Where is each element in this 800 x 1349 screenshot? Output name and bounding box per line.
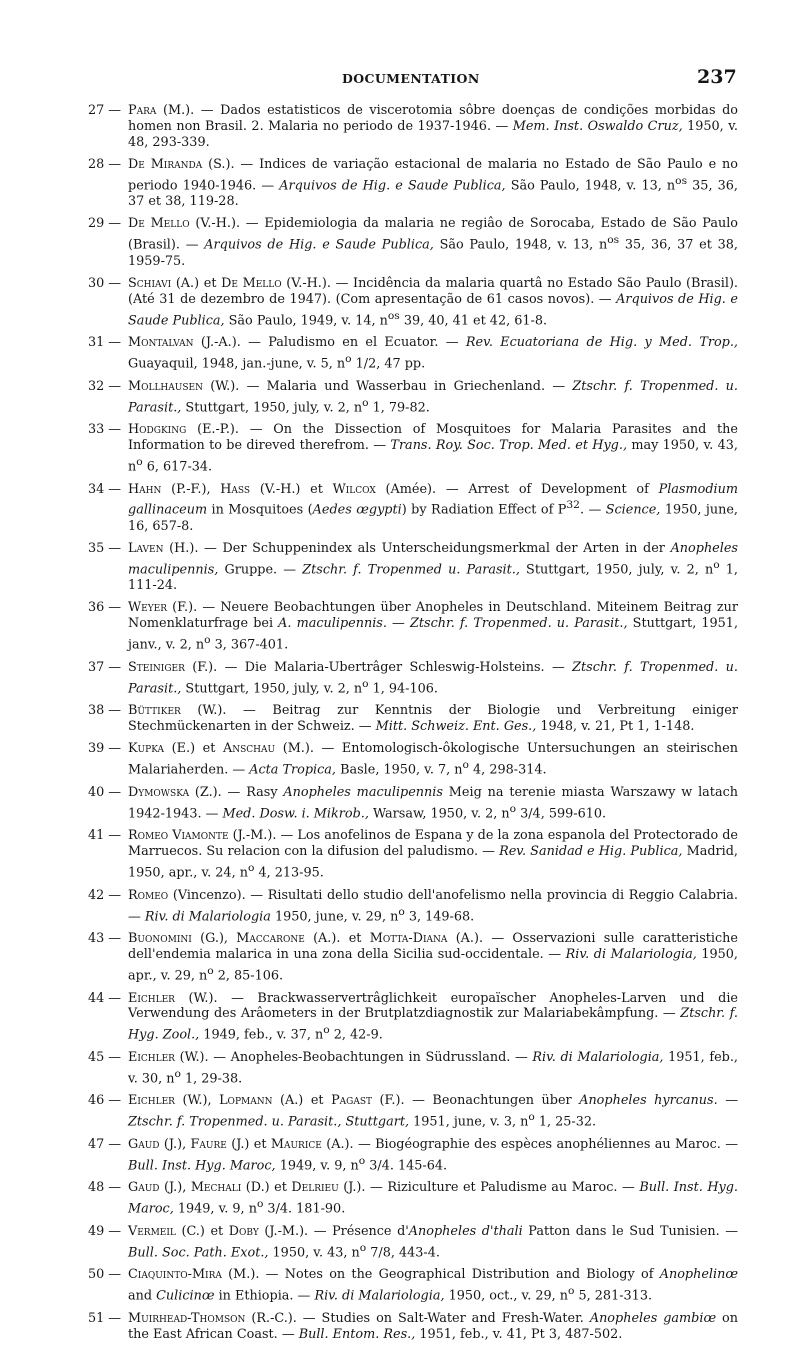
reference-number: 48 — [88, 1180, 122, 1196]
reference-entry [88, 660, 738, 697]
reference-text: Muirhead-Thomson (R.-C.). — Studies on Salt-Water and Fresh-Water. Anopheles gambiœ on the East African Coast. — Bull. Entom. Res., 1951, feb., v. 41, Pt 3, 487-502. [128, 1310, 739, 1342]
reference-entry [88, 157, 738, 210]
reference-text: Mollhausen (W.). — Malaria und Wasserbau in Griechenland. — Ztschr. f. Tropenmed. u. Parasit., Stuttgart, 1950, july, v. 2, $n^o$ 1, 79-82. [128, 378, 738, 415]
reference-text: Laven (H.). — Der Schuppenindex als Unterscheidungsmerkmal der Arten in der Anopheles maculipennis, Gruppe. — Ztschr. f. Tropenmed u. Parasit., Stuttgart, 1950, july, v. 2, $n^o$ 1, 111-24. [128, 540, 738, 593]
reference-list [88, 103, 738, 1349]
reference-number: 32 — [88, 378, 122, 394]
reference-entry [88, 1311, 738, 1343]
reference-number: 50 — [88, 1267, 122, 1283]
reference-text: Vermeil (C.) et Doby (J.-M.). — Présence d'Anopheles d'thali Patton dans le Sud Tunisien. — Bull. Soc. Path. Exot., 1950, v. 43, $n^o$ 7/8, 443-4. [128, 1223, 739, 1260]
reference-text: Eichler (W.). — Anopheles-Beobachtungen in Südrussland. — Riv. di Malariologia, 1951, feb., v. 30, $n^o$ 1, 29-38. [128, 1049, 738, 1087]
reference-text: Weyer (F.). — Neuere Beobachtungen über Anopheles in Deutschland. Miteinem Beitrag zur Nomenklaturfrage bei A. maculipennis. — Ztschr. f. Tropenmed. u. Parasit., Stuttgart, 1951, janv., v. 2, $n^o$ 3, 367-401. [128, 600, 739, 653]
reference-entry [88, 931, 738, 984]
reference-entry [88, 1180, 738, 1217]
reference-text: Romeo (Vincenzo). — Risultati dello studio dell'anofelismo nella provincia di Reggio Calabria. — Riv. di Malariologia 1950, june, v. 29, $n^o$ 3, 149-68. [128, 887, 738, 924]
reference-entry [88, 216, 738, 269]
reference-number: 29 — [88, 216, 122, 232]
page-header [0, 68, 800, 92]
reference-number: 37 — [88, 659, 122, 675]
reference-number: 35 — [88, 540, 122, 556]
reference-number: 51 — [88, 1310, 122, 1326]
reference-entry [88, 1137, 738, 1174]
reference-text: Steiniger (F.). — Die Malaria-Ubertrâger Schleswig-Holsteins. — Ztschr. f. Tropenmed. u. Parasit., Stuttgart, 1950, july, v. 2, $n^o$ 1, 94-106. [128, 659, 738, 696]
reference-number: 43 — [88, 931, 122, 947]
reference-entry [88, 1224, 738, 1261]
reference-number: 44 — [88, 990, 122, 1006]
reference-entry [88, 785, 738, 822]
reference-number: 30 — [88, 275, 122, 291]
reference-entry [88, 276, 738, 329]
reference-entry [88, 103, 738, 151]
reference-entry [88, 482, 738, 535]
reference-entry [88, 1050, 738, 1087]
reference-entry [88, 828, 738, 881]
reference-number: 45 — [88, 1049, 122, 1065]
reference-text: Dymowska (Z.). — Rasy Anopheles maculipennis Meig na terenie miasta Warszawy w latach 1942-1943. — Med. Dosw. i. Mikrob., Warsaw, 1950, v. 2, $n^o$ 3/4, 599-610. [128, 784, 738, 821]
reference-entry [88, 991, 738, 1044]
page-number: 237 [697, 66, 737, 88]
reference-number: 38 — [88, 703, 122, 719]
reference-text: Buonomini (G.), Maccarone (A.). et Motta-Diana (A.). — Osservazioni sulle caratteristiche dell'endemia malarica in una zona della Sicilia sud-occidentale. — Riv. di Malariologia, 1950, apr., v. 29, $n^o$ 2, 85-106. [128, 931, 739, 984]
reference-number: 31 — [88, 335, 122, 351]
reference-text: Para (M.). — Dados estatisticos de viscerotomia sôbre doenças de condições morbidas do homen non Brasil. 2. Malaria no periodo de 1937-1946. — Mem. Inst. Oswaldo Cruz, 1950, v. 48, 293-339. [128, 103, 738, 150]
reference-entry [88, 600, 738, 653]
reference-entry [88, 422, 738, 475]
reference-number: 34 — [88, 481, 122, 497]
reference-text: Eichler (W.), Lopmann (A.) et Pagast (F.). — Beonachtungen über Anopheles hyrcanus. — Ztschr. f. Tropenmed. u. Parasit., Stuttgart, 1951, june, v. 3, $n^o$ 1, 25-32. [128, 1093, 738, 1130]
reference-entry [88, 888, 738, 925]
reference-text: Büttiker (W.). — Beitrag zur Kenntnis der Biologie und Verbreitung einiger Stechmückenarten in der Schweiz. — Mitt. Schweiz. Ent. Ges., 1948, v. 21, Pt 1, 1-148. [128, 703, 738, 735]
reference-number: 36 — [88, 600, 122, 616]
reference-text: De Miranda (S.). — Indices de variação estacional de malaria no Estado de São Paulo e no periodo 1940-1946. — Arquivos de Hig. e Saude Publica, São Paulo, 1948, v. 13, $n^{os}$ 35, 36, 37 et 38, 119-28. [128, 157, 738, 210]
reference-text: Hodgking (E.-P.). — On the Dissection of Mosquitoes for Malaria Parasites and the Information to be direved therefrom. — Trans. Roy. Soc. Trop. Med. et Hyg., may 1950, v. 43, $n^o$ 6, 617-34. [128, 422, 738, 475]
reference-text: De Mello (V.-H.). — Epidemiologia da malaria ne regiâo de Sorocaba, Estado de São Paulo (Brasil). — Arquivos de Hig. e Saude Publica, São Paulo, 1948, v. 13, $n^{os}$ 35, 36, 37 et 38, 1959-75. [128, 216, 739, 269]
reference-text: Eichler (W.). — Brackwasservertrâglichkeit europaïscher Anopheles-Larven und die Verwendung des Arâometers in der Brutplatzdiagnostik zur Malariabekâmpfung. — Ztschr. f. Hyg. Zool., 1949, feb., v. 37, $n^o$ 2, 42-9. [128, 990, 738, 1043]
reference-entry [88, 379, 738, 416]
reference-number: 39 — [88, 741, 122, 757]
reference-entry [88, 335, 738, 372]
reference-entry [88, 1267, 738, 1304]
running-head: DOCUMENTATION [342, 71, 480, 86]
reference-number: 46 — [88, 1093, 122, 1109]
reference-number: 41 — [88, 828, 122, 844]
reference-text: Montalvan (J.-A.). — Paludismo en el Ecuator. — Rev. Ecuatoriana de Hig. y Med. Trop., Guayaquil, 1948, jan.-june, v. 5, $n^o$ 1/2, 47 pp. [128, 335, 738, 372]
reference-entry [88, 741, 738, 778]
reference-entry [88, 541, 738, 594]
reference-text: Gaud (J.), Mechali (D.) et Delrieu (J.). — Riziculture et Paludisme au Maroc. — Bull. Inst. Hyg. Maroc, 1949, v. 9, $n^o$ 3/4. 181-90. [128, 1180, 738, 1217]
reference-number: 33 — [88, 422, 122, 438]
reference-number: 42 — [88, 887, 122, 903]
reference-number: 49 — [88, 1223, 122, 1239]
reference-entry [88, 703, 738, 735]
reference-number: 27 — [88, 103, 122, 118]
reference-text: Hahn (P.-F.), Hass (V.-H.) et Wilcox (Amée). — Arrest of Development of Plasmodium gallinaceum in Mosquitoes (Aedes œgypti) by Radiation Effect of $P^{32}$. — Science, 1950, june, 16, 657-8. [128, 481, 738, 534]
reference-text: Gaud (J.), Faure (J.) et Maurice (A.). — Biogéographie des espèces anophéliennes au Maroc. — Bull. Inst. Hyg. Maroc, 1949, v. 9, $n^o$ 3/4. 145-64. [128, 1136, 738, 1173]
reference-number: 40 — [88, 784, 122, 800]
reference-text: Ciaquinto-Mira (M.). — Notes on the Geographical Distribution and Biology of Anophelinœ and Culicinœ in Ethiopia. — Riv. di Malariologia, 1950, oct., v. 29, $n^o$ 5, 281-313. [128, 1267, 738, 1304]
reference-text: Kupka (E.) et Anschau (M.). — Entomologisch-ôkologische Untersuchungen an steirischen Malariaherden. — Acta Tropica, Basle, 1950, v. 7, $n^o$ 4, 298-314. [128, 741, 738, 778]
reference-text: Romeo Viamonte (J.-M.). — Los anofelinos de Espana y de la zona espanola del Protectorado de Marruecos. Su relacion con la difusion del paludismo. — Rev. Sanidad e Hig. Publica, Madrid, 1950, apr., v. 24, $n^o$ 4, 213-95. [128, 828, 739, 881]
reference-text: Schiavi (A.) et De Mello (V.-H.). — Incidência da malaria quartâ no Estado São Paulo (Brasil). (Até 31 de dezembro de 1947). (Com apresentação de 61 casos novos). — Arquivos de Hig. e Saude Publica, São Paulo, 1949, v. 14, $n^{os}$ 39, 40, 41 et 42, 61-8. [128, 275, 738, 328]
reference-number: 47 — [88, 1136, 122, 1152]
reference-entry [88, 1093, 738, 1130]
reference-number: 28 — [88, 157, 122, 173]
